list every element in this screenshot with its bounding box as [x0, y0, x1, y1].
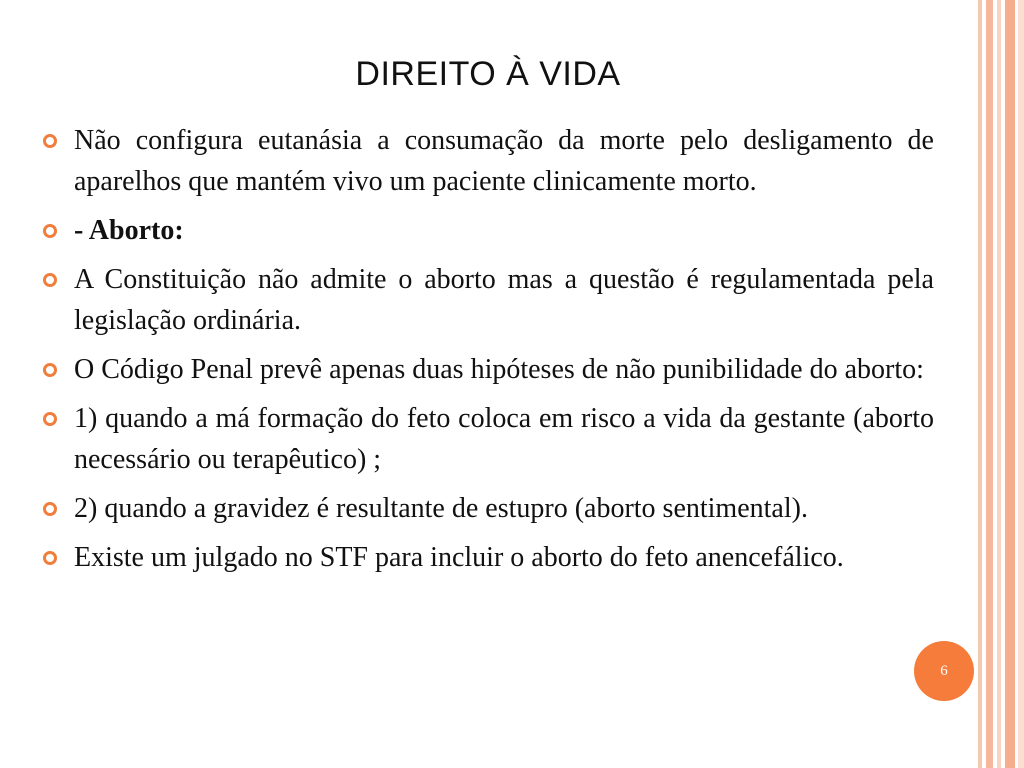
bullet-text: A Constituição não admite o aborto mas a questão é regulamentada pela legislação ordinária.: [74, 264, 934, 336]
bullet-text: O Código Penal prevê apenas duas hipóteses de não punibilidade do aborto:: [74, 354, 924, 385]
decorative-stripe: [986, 0, 993, 768]
bullet-ring-icon: [43, 273, 57, 287]
list-item: [40, 349, 934, 390]
bullet-ring-icon: [43, 363, 57, 377]
decorative-stripe: [978, 0, 982, 768]
slide-title: DIREITO À VIDA: [355, 55, 621, 93]
page-number-badge: [914, 641, 974, 701]
bullet-ring-icon: [43, 134, 57, 148]
page-number: 6: [940, 662, 948, 679]
list-item: [40, 120, 934, 202]
list-item: [40, 259, 934, 341]
bullet-ring-icon: [43, 224, 57, 238]
bullet-text: Não configura eutanásia a consumação da morte pelo desligamento de aparelhos que mantém vivo um paciente clinicamente morto.: [74, 125, 934, 197]
list-item: [40, 537, 934, 578]
decorative-stripe: [997, 0, 1001, 768]
bullet-text: - Aborto:: [74, 215, 184, 246]
bullet-list: [40, 120, 934, 586]
bullet-text: Existe um julgado no STF para incluir o aborto do feto anencefálico.: [74, 542, 844, 573]
decorative-stripe: [1018, 0, 1024, 768]
bullet-text: 1) quando a má formação do feto coloca em risco a vida da gestante (aborto necessário ou terapêutico) ;: [74, 403, 934, 475]
decorative-stripe: [1005, 0, 1015, 768]
bullet-text: 2) quando a gravidez é resultante de estupro (aborto sentimental).: [74, 493, 808, 524]
bullet-ring-icon: [43, 412, 57, 426]
list-item: [40, 488, 934, 529]
list-item: [40, 398, 934, 480]
bullet-ring-icon: [43, 551, 57, 565]
list-item: [40, 210, 934, 251]
bullet-ring-icon: [43, 502, 57, 516]
